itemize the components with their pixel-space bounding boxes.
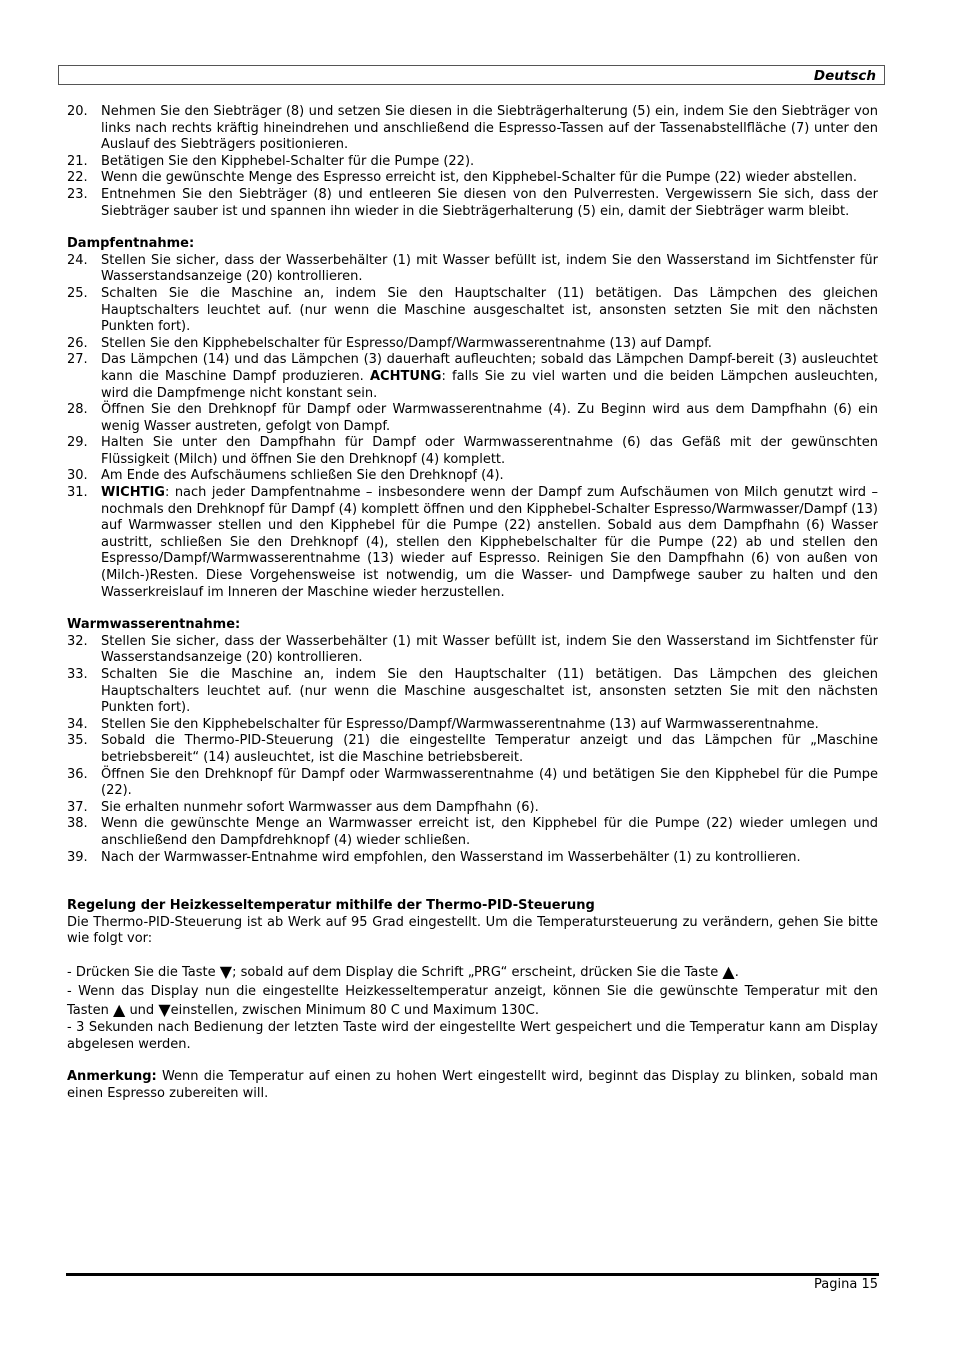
list-item: 27. Das Lämpchen (14) und das Lämpchen (3) dauerhaft aufleuchten; sobald das Lämpchen Dampf-bereit (3) ausleuchtet kann die Maschine Dampf produzieren. ACHTUNG: falls Sie zu viel warten und die beiden Lämpchen ausleuchten, wird die Dampfmenge nicht konstant sein. — [67, 352, 879, 401]
footer-divider — [66, 1273, 879, 1276]
list-item: 37. Sie erhalten nunmehr sofort Warmwasser aus dem Dampfhahn (6). — [67, 799, 539, 815]
list-item: 36. Öffnen Sie den Drehknopf für Dampf oder Warmwasserentnahme (4) und betätigen Sie den Kipphebel für die Pumpe (22). — [67, 766, 878, 799]
pid-heading: Regelung der Heizkesseltemperatur mithilfe der Thermo-PID-Steuerung — [67, 898, 595, 914]
list-item: 29. Halten Sie unter den Dampfhahn für Dampf oder Warmwasserentnahme (6) das Gefäß mit der gewünschten Flüssigkeit (Milch) und öffnen Sie den Drehknopf (4) komplett. — [67, 435, 878, 467]
pid-note: Anmerkung: Wenn die Temperatur auf einen zu hohen Wert eingestellt wird, beginnt das Display zu blinken, sobald man einen Espresso zubereiten will. — [67, 1069, 878, 1101]
list-item: 24. Stellen Sie sicher, dass der Wasserbehälter (1) mit Wasser befüllt ist, indem Sie den Wasserstand im Sichtfenster für Wasserstandsanzeige (20) kontrollieren. — [67, 252, 878, 285]
pid-intro: Die Thermo-PID-Steuerung ist ab Werk auf 95 Grad eingestellt. Um die Temperatursteuerung zu verändern, gehen Sie bitte wie folgt vor: — [67, 914, 878, 947]
list-item: 21. Betätigen Sie den Kipphebel-Schalter für die Pumpe (22). — [67, 153, 475, 169]
list-item: 31. WICHTIG: nach jeder Dampfentnahme – insbesondere wenn der Dampf zum Aufschäumen von Milch genutzt wird – nochmals den Drehknopf für Dampf (4) komplett öffnen und den Kipphebel-Schalter Espresso/Warmwasser/Dampf (13) auf Warmwasser stellen und den Kipphebel für die Pumpe (22) anstellen. Sobald aus dem Dampfhahn (6) Wasser austritt, schließen Sie den Drehknopf (4), stellen den Kipphebelschalter für die Pumpe (22) ab und stellen den Espresso/Dampf/Warmwasserentnahme (13) wieder auf Espresso. Reinigen Sie den Dampfhahn (6) von außen von (Milch-)Resten. Diese Vorgehensweise ist notwendig, um die Wasser- und Dampfwege sauber zu halten und den Wasserkreislauf im Inneren der Maschine wieder herzustellen. — [67, 485, 878, 600]
language-label: Deutsch — [813, 68, 876, 84]
pid-step-1: - Drücken Sie die Taste ▼; sobald auf dem Display die Schrift „PRG“ erscheint, drücken Sie die Taste ▲. — [67, 961, 739, 981]
arrow-down-icon: ▼ — [158, 999, 171, 1019]
pid-step-3: - 3 Sekunden nach Bedienung der letzten Taste wird der eingestellte Wert gespeichert und die Temperatur kann am Display abgelesen werden. — [67, 1019, 878, 1052]
list-item: 20. Nehmen Sie den Siebträger (8) und setzen Sie diesen in die Siebträgerhalterung (5) ein, indem Sie den Siebträger von links nach rechts kräftig hineindrehen und anschließend die Espresso-Tassen auf der Tassenabstellfläche (7) unter den Auslauf des Siebträgers positionieren. — [67, 104, 878, 153]
pid-step-2: - Wenn das Display nun die eingestellte Heizkesseltemperatur anzeigt, können Sie die gewünschte Temperatur mit den Tasten ▲ und ▼einstellen, zwischen Minimum 80 C und Maximum 130C. — [67, 983, 878, 1019]
list-item: 23. Entnehmen Sie den Siebträger (8) und entleeren Sie diesen von den Pulverresten. Vergewissern Sie sich, dass der Siebträger sauber ist und spannen ihn wieder in die Siebträgerhalterung (5) ein, damit der Siebträger warm bleibt. — [67, 186, 878, 219]
espresso-steps-list — [67, 104, 878, 220]
list-item: 30. Am Ende des Aufschäumens schließen Sie den Drehknopf (4). — [67, 468, 504, 484]
page-number: Pagina 15 — [814, 1277, 878, 1292]
important-label: WICHTIG — [101, 485, 165, 501]
hotwater-steps-list — [67, 634, 878, 866]
list-item: 26. Stellen Sie den Kipphebelschalter für Espresso/Dampf/Warmwasserentnahme (13) auf Dampf. — [67, 335, 712, 351]
hotwater-heading: Warmwasserentnahme: — [67, 617, 241, 633]
list-item: 25. Schalten Sie die Maschine an, indem Sie den Hauptschalter (11) betätigen. Das Lämpchen des gleichen Hauptschalters leuchtet auf. (nur wenn die Maschine ausgeschaltet ist, ansonsten setzten Sie mit den nächsten Punkten fort). — [67, 285, 878, 335]
list-item: 32. Stellen Sie sicher, dass der Wasserbehälter (1) mit Wasser befüllt ist, indem Sie den Wasserstand im Sichtfenster für Wasserstandsanzeige (20) kontrollieren. — [67, 633, 878, 666]
list-item: 35. Sobald die Thermo-PID-Steuerung (21) die eingestellte Temperatur anzeigt und das Lämpchen für „Maschine betriebsbereit“ (14) ausleuchtet, ist die Maschine betriebsbereit. — [67, 733, 878, 765]
list-item: 38. Wenn die gewünschte Menge an Warmwasser erreicht ist, den Kipphebel für die Pumpe (22) wieder umlegen und anschließend den Dampfdrehknopf (4) wieder schließen. — [67, 816, 878, 848]
list-item: 34. Stellen Sie den Kipphebelschalter für Espresso/Dampf/Warmwasserentnahme (13) auf Warmwasserentnahme. — [67, 716, 819, 732]
page-content — [67, 104, 878, 1102]
list-item: 33. Schalten Sie die Maschine an, indem Sie den Hauptschalter (11) betätigen. Das Lämpchen des gleichen Hauptschalters leuchtet auf. (nur wenn die Maschine ausgeschaltet ist, ansonsten setzten Sie mit den nächsten Punkten fort). — [67, 667, 878, 716]
language-header — [58, 65, 885, 85]
arrow-down-icon: ▼ — [219, 961, 233, 981]
list-item: 22. Wenn die gewünschte Menge des Espresso erreicht ist, den Kipphebel-Schalter für die Pumpe (22) wieder abstellen. — [67, 170, 857, 186]
steam-steps-list — [67, 253, 878, 601]
note-label: Anmerkung: — [67, 1069, 157, 1085]
list-item: 28. Öffnen Sie den Drehknopf für Dampf oder Warmwasserentnahme (4). Zu Beginn wird aus dem Dampfhahn (6) ein wenig Wasser austreten, gefolgt von Dampf. — [67, 402, 878, 434]
arrow-up-icon: ▲ — [722, 961, 735, 981]
steam-heading: Dampfentnahme: — [67, 236, 195, 252]
list-item: 39. Nach der Warmwasser-Entnahme wird empfohlen, den Wasserstand im Wasserbehälter (1) zu kontrollieren. — [67, 849, 801, 865]
warning-label: ACHTUNG — [369, 368, 442, 384]
arrow-up-icon: ▲ — [113, 999, 126, 1019]
